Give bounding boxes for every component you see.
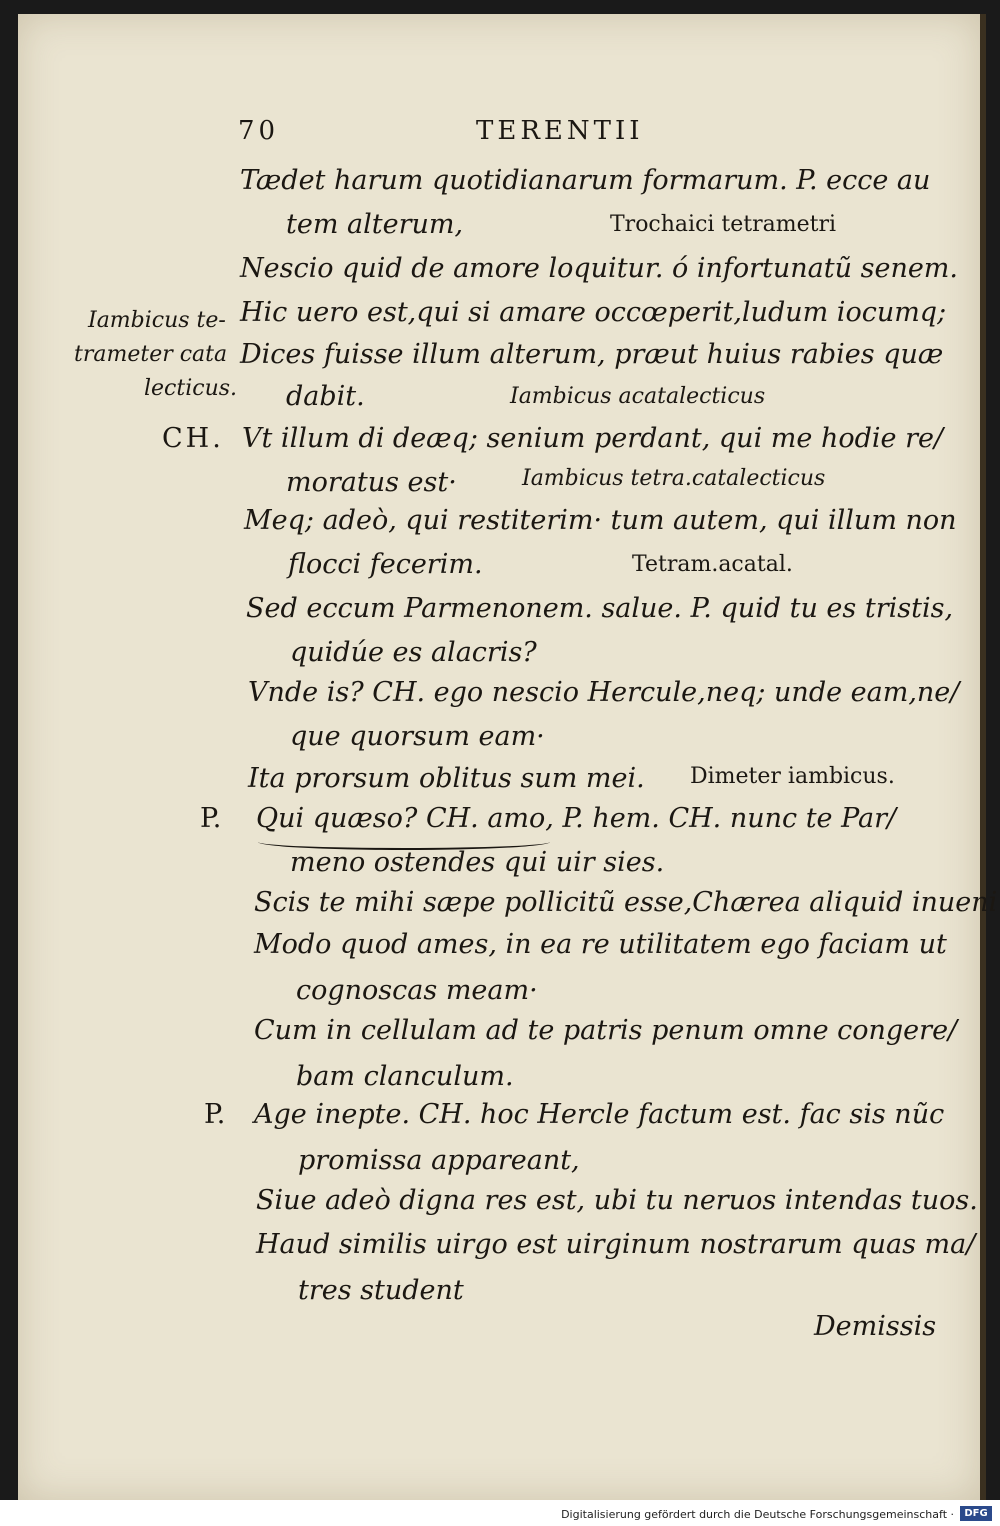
text-line: Scis te mihi sæpe pollicitũ esse,Chærea aliquid inueni (254, 887, 998, 918)
text-line: Vnde is? CH. ego nescio Hercule,neq; unde eam,ne/ (248, 677, 960, 708)
meter-note: Dimeter iambicus. (690, 764, 895, 789)
text-line: flocci fecerim. (288, 549, 483, 580)
text-line: Cum in cellulam ad te patris penum omne congere/ (254, 1015, 958, 1046)
text-line: promissa appareant, (298, 1145, 580, 1176)
meter-note: Iambicus tetra.catalecticus (522, 466, 826, 491)
margin-note: Iambicus te- (88, 308, 226, 333)
speaker-label: P. (200, 803, 222, 834)
meter-note: Iambicus acatalecticus (510, 384, 766, 409)
margin-note: lecticus. (144, 376, 238, 401)
text-line: tres student (298, 1275, 464, 1306)
footer-text: Digitalisierung gefördert durch die Deutsche Forschungsgemeinschaft · (561, 1508, 954, 1521)
margin-note: trameter cata (74, 342, 228, 367)
text-line: Age inepte. CH. hoc Hercle factum est. fac sis nũc (254, 1099, 945, 1130)
book-page (18, 14, 986, 1500)
speaker-label: CH. (162, 423, 224, 454)
text-line: dabit. (286, 381, 365, 412)
speaker-label: P. (204, 1099, 226, 1130)
text-line: Haud similis uirgo est uirginum nostrarum quas ma/ (256, 1229, 976, 1260)
digitization-footer (0, 1500, 1000, 1526)
text-line: que quorsum eam· (290, 721, 545, 752)
text-line: Tædet harum quotidianarum formarum. P. ecce au (240, 165, 931, 196)
dfg-logo-icon: DFG (960, 1506, 992, 1521)
meter-note: Tetram.acatal. (632, 552, 793, 577)
catchword: Demissis (814, 1311, 937, 1342)
text-line: Hic uero est,qui si amare occœperit,ludum iocumq; (240, 297, 947, 328)
text-line: Meq; adeò, qui restiterim· tum autem, qui illum non (244, 505, 957, 536)
text-line: Siue adeò digna res est, ubi tu neruos intendas tuos. (256, 1185, 978, 1216)
text-line: Nescio quid de amore loquitur. ó infortunatũ senem. (240, 253, 958, 284)
text-line: Modo quod ames, in ea re utilitatem ego faciam ut (254, 929, 947, 960)
meter-note: Trochaici tetrametri (610, 212, 837, 237)
text-line: Dices fuisse illum alterum, præut huius rabies quæ (240, 339, 944, 370)
text-line: cognoscas meam· (296, 975, 538, 1006)
text-line: quidúe es alacris? (290, 637, 537, 668)
text-line: moratus est· (286, 467, 457, 498)
text-line: Vt illum di deæq; senium perdant, qui me hodie re/ (242, 423, 944, 454)
text-line: Sed eccum Parmenonem. salue. P. quid tu es tristis, (246, 593, 954, 624)
page-number: 70 (238, 116, 280, 146)
text-line: Qui quæso? CH. amo, P. hem. CH. nunc te Par/ (256, 803, 897, 834)
text-line: meno ostendes qui uir sies. (290, 847, 665, 878)
text-line: Ita prorsum oblitus sum mei. (248, 763, 645, 794)
text-line: tem alterum, (286, 209, 464, 240)
text-line: bam clanculum. (296, 1061, 514, 1092)
running-title: TERENTII (476, 116, 644, 146)
